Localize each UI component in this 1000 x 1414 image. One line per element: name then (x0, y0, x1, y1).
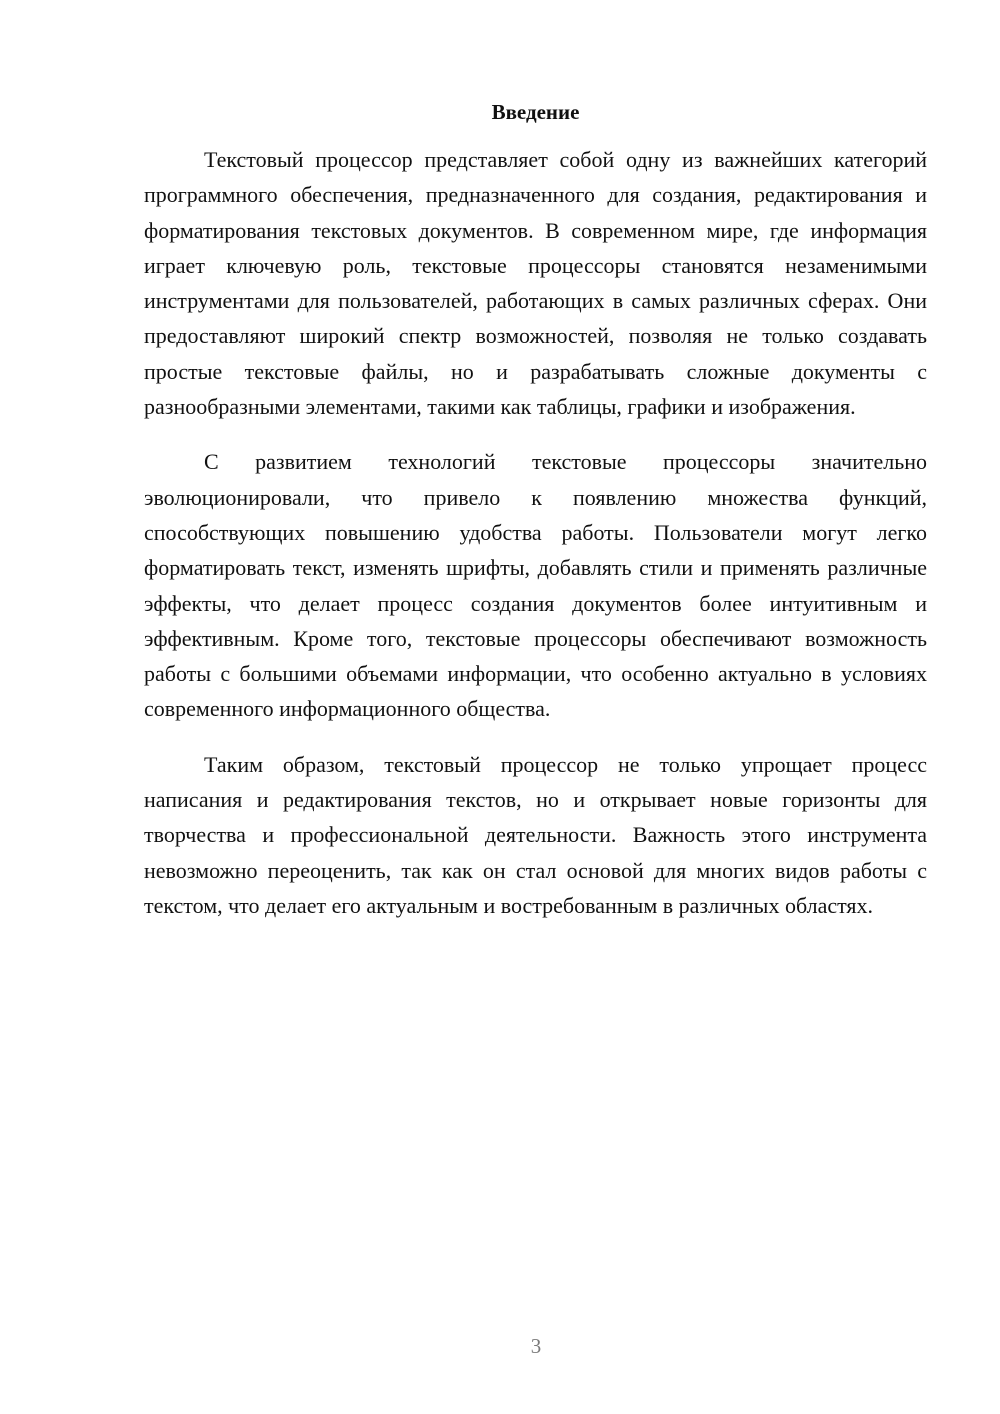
document-body (144, 142, 927, 943)
paragraph-3: Таким образом, текстовый процессор не только упрощает процесс написания и редактирования текстов, но и открывает новые горизонты для творчества и профессиональной деятельности. Важность этого инструмента невозможно переоценить, так как он стал основой для многих видов работы с текстом, что делает его актуальным и востребованным в различных областях. (144, 751, 927, 918)
page-title: Введение (491, 100, 580, 124)
page-number: 3 (530, 1334, 542, 1358)
paragraph-1: Текстовый процессор представляет собой одну из важнейших категорий программного обеспечения, предназначенного для создания, редактирования и форматирования текстовых документов. В современном мире, где информация играет ключевую роль, текстовые процессоры становятся незаменимыми инструментами для пользователей, работающих в самых различных сферах. Они предоставляют широкий спектр возможностей, позволяя не только создавать простые текстовые файлы, но и разрабатывать сложные документы с разнообразными элементами, такими как таблицы, графики и изображения. (144, 147, 927, 420)
paragraph-2: С развитием технологий текстовые процессоры значительно эволюционировали, что привело к появлению множества функций, способствующих повышению удобства работы. Пользователи могут легко форматировать текст, изменять шрифты, добавлять стили и применять различные эффекты, что делает процесс создания документов более интуитивным и эффективным. Кроме того, текстовые процессоры обеспечивают возможность работы с большими объемами информации, что особенно актуально в условиях современного информационного общества. (144, 449, 927, 722)
